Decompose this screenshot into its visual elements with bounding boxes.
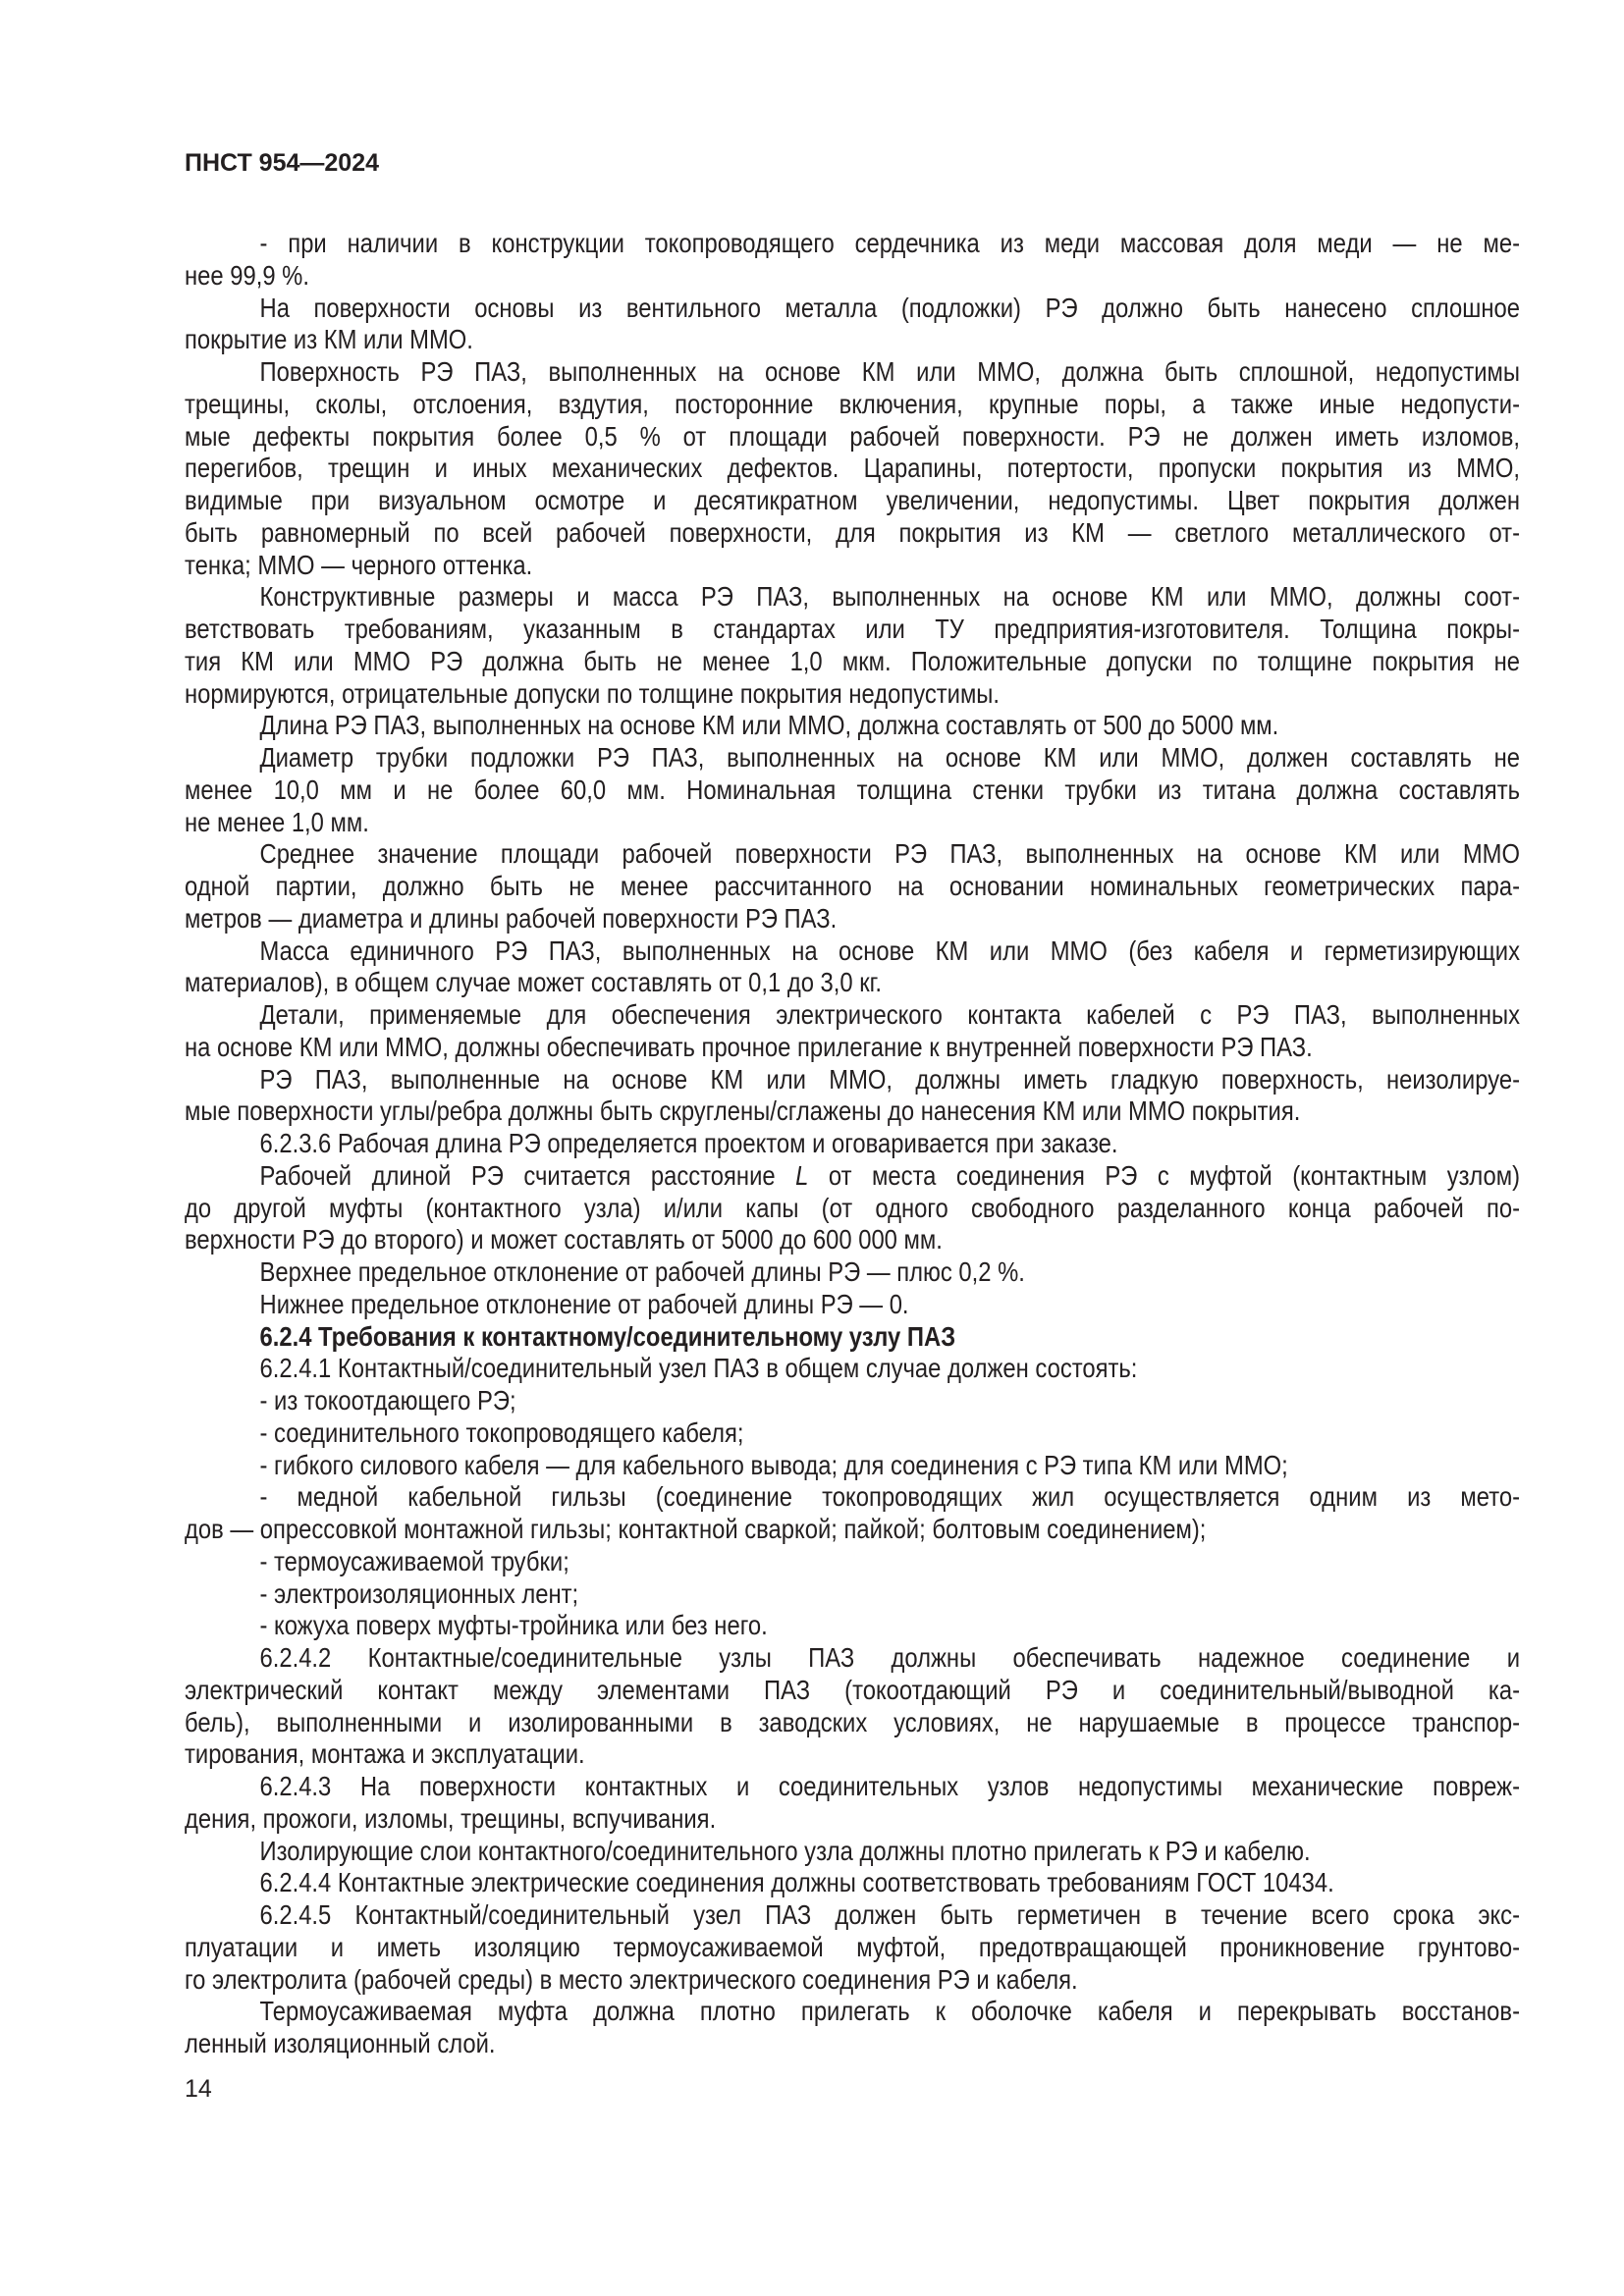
text-line: электрический контакт между элементами ПАЗ (токоотдающий РЭ и соединительный/выводной ка- [185,1674,1520,1705]
paragraph [185,1546,1520,1578]
text-line: - электроизоляционных лент; [259,1577,579,1609]
paragraph [185,1771,1520,1836]
text-line: верхности РЭ до второго) и может составлять от 5000 до 600 000 мм. [185,1224,943,1255]
text-line: - кожуха поверх муфты-тройника или без него. [259,1610,768,1641]
paragraph [185,1481,1520,1546]
text-line: на основе КМ или ММО, должны обеспечивать прочное прилегание к внутренней поверхности РЭ ПАЗ. [185,1031,1313,1062]
text-line: материалов), в общем случае может составлять от 0,1 до 3,0 кг. [185,967,883,998]
text-line: Верхнее предельное отклонение от рабочей длины РЭ — плюс 0,2 %. [259,1256,1025,1287]
text-line: ленный изоляционный слой. [185,2028,496,2058]
text-line: одной партии, должно быть не менее рассчитанного на основании номинальных геометрических пара- [185,871,1520,901]
paragraph [185,1128,1520,1160]
paragraph [185,742,1520,838]
text-line: Длина РЭ ПАЗ, выполненных на основе КМ или ММО, должна составлять от 500 до 5000 мм. [259,710,1279,741]
text-line: нее 99,9 %. [185,259,309,291]
paragraph [185,356,1520,581]
text-line: бель), выполненными и изолированными в заводских условиях, не нарушаемые в процессе транспор- [185,1706,1520,1737]
paragraph [185,1610,1520,1642]
text-line: - медной кабельной гильзы (соединение токопроводящих жил осуществляется одним из мето- [259,1481,1520,1513]
paragraph [185,228,1520,293]
text-line: На поверхности основы из вентильного металла (подложки) РЭ должно быть нанесено сплошное [259,292,1520,323]
paragraph [185,1160,1520,1256]
paragraph [185,999,1520,1064]
paragraph [185,1836,1520,1868]
text-line: 6.2.4.3 На поверхности контактных и соединительных узлов недопустимы механические повреж- [259,1771,1520,1801]
text-line [185,1160,1520,1193]
text-line: - при наличии в конструкции токопроводящего сердечника из меди массовая доля меди — не ме- [259,228,1520,258]
text-line: РЭ ПАЗ, выполненные на основе КМ или ММО, должны иметь гладкую поверхность, неизолируе- [259,1063,1520,1095]
paragraph [185,1450,1520,1482]
text-line: тия КМ или ММО РЭ должна быть не менее 1,0 мкм. Положительные допуски по толщине покрытия не [185,645,1520,676]
paragraph [185,838,1520,934]
text-line: нормируются, отрицательные допуски по толщине покрытия недопустимы. [185,677,1001,709]
paragraph [185,935,1520,1000]
text-line: дения, прожоги, изломы, трещины, вспучивания. [185,1802,717,1834]
text-line: Среднее значение площади рабочей поверхности РЭ ПАЗ, выполненных на основе КМ или ММО [259,838,1520,870]
paragraph [185,1578,1520,1611]
text-line: видимые при визуальном осмотре и десятикратном увеличении, недопустимы. Цвет покрытия должен [185,485,1520,515]
text-line: - соединительного токопроводящего кабеля; [259,1416,744,1448]
text-line: Поверхность РЭ ПАЗ, выполненных на основе КМ или ММО, должна быть сплошной, недопустимы [259,356,1520,387]
text-line: перегибов, трещин и иных механических дефектов. Царапины, потертости, пропуски покрытия из ММО, [185,453,1520,484]
text-line: мые поверхности углы/ребра должны быть скруглены/сглажены до нанесения КМ или ММО покрытия. [185,1095,1301,1127]
text-line: Конструктивные размеры и масса РЭ ПАЗ, выполненных на основе КМ или ММО, должны соот- [259,581,1520,613]
text-line: не менее 1,0 мм. [185,806,369,837]
text-line: метров — диаметра и длины рабочей поверхности РЭ ПАЗ. [185,902,838,934]
text-line: тенка; ММО — черного оттенка. [185,549,533,580]
paragraph [185,1064,1520,1129]
paragraph [185,1385,1520,1417]
text-line: Диаметр трубки подложки РЭ ПАЗ, выполненных на основе КМ или ММО, должен составлять не [259,742,1520,773]
text-line: до другой муфты (контактного узла) и/или капы (от одного свободного разделанного конца рабочей по- [185,1192,1520,1223]
text-line: быть равномерный по всей рабочей поверхности, для покрытия из КМ — светлого металлического от- [185,516,1520,548]
paragraph [185,1642,1520,1771]
text-line: - термоусаживаемой трубки; [259,1545,569,1576]
paragraph [185,1353,1520,1385]
text-line: Масса единичного РЭ ПАЗ, выполненных на основе КМ или ММО (без кабеля и герметизирующих [259,934,1520,966]
document-body [185,228,1520,2060]
page-number: 14 [185,2075,212,2103]
paragraph [185,1256,1520,1289]
paragraph [185,1417,1520,1450]
text-line: Изолирующие слои контактного/соединительного узла должны плотно прилегать к РЭ и кабелю. [259,1835,1311,1866]
paragraph [185,293,1520,357]
italic-symbol: L [795,1159,809,1191]
document-header-id: ПНСТ 954—2024 [185,149,379,177]
text-line: тирования, монтажа и эксплуатации. [185,1738,585,1770]
text-line: покрытие из КМ или ММО. [185,324,473,355]
text-line: го электролита (рабочей среды) в место электрического соединения РЭ и кабеля. [185,1963,1078,1995]
text-line: - из токоотдающего РЭ; [259,1385,516,1415]
paragraph [185,1996,1520,2060]
text-line: 6.2.4 Требования к контактному/соединительному узлу ПАЗ [259,1320,956,1352]
paragraph [185,1289,1520,1321]
text-segment: от места соединения РЭ с муфтой (контактным узлом) [808,1159,1520,1191]
text-line: менее 10,0 мм и не более 60,0 мм. Номинальная толщина стенки трубки из титана должна составлять [185,774,1520,805]
text-line: 6.2.4.1 Контактный/соединительный узел ПАЗ в общем случае должен состоять: [259,1353,1138,1384]
text-line: 6.2.3.6 Рабочая длина РЭ определяется проектом и оговаривается при заказе. [259,1128,1118,1158]
text-line: трещины, сколы, отслоения, вздутия, посторонние включения, крупные поры, а также иные недопусти- [185,388,1520,419]
text-line: 6.2.4.2 Контактные/соединительные узлы ПАЗ должны обеспечивать надежное соединение и [259,1642,1520,1673]
text-line: Детали, применяемые для обеспечения электрического контакта кабелей с РЭ ПАЗ, выполненных [259,999,1520,1030]
text-line: Нижнее предельное отклонение от рабочей длины РЭ — 0. [259,1288,909,1319]
paragraph [185,1899,1520,1996]
paragraph [185,581,1520,710]
text-line: мые дефекты покрытия более 0,5 % от площади рабочей поверхности. РЭ не должен иметь изломов, [185,420,1520,452]
section-heading [185,1321,1520,1354]
text-line: ветствовать требованиям, указанным в стандартах или ТУ предприятия-изготовителя. Толщина покры- [185,614,1520,644]
text-line: - гибкого силового кабеля — для кабельного вывода; для соединения с РЭ типа КМ или ММО; [259,1449,1288,1480]
paragraph [185,1867,1520,1899]
text-line: плуатации и иметь изоляцию термоусаживаемой муфтой, предотвращающей проникновение грунтово- [185,1931,1520,1962]
text-line: дов — опрессовкой монтажной гильзы; контактной сваркой; пайкой; болтовым соединением); [185,1514,1207,1544]
text-segment: Рабочей длиной РЭ считается расстояние [259,1159,796,1191]
text-line: 6.2.4.5 Контактный/соединительный узел ПАЗ должен быть герметичен в течение всего срока экс- [259,1899,1520,1930]
text-line: 6.2.4.4 Контактные электрические соединения должны соответствовать требованиям ГОСТ 10434. [259,1867,1334,1898]
text-line: Термоусаживаемая муфта должна плотно прилегать к оболочке кабеля и перекрывать восстанов- [259,1996,1520,2027]
paragraph [185,710,1520,742]
